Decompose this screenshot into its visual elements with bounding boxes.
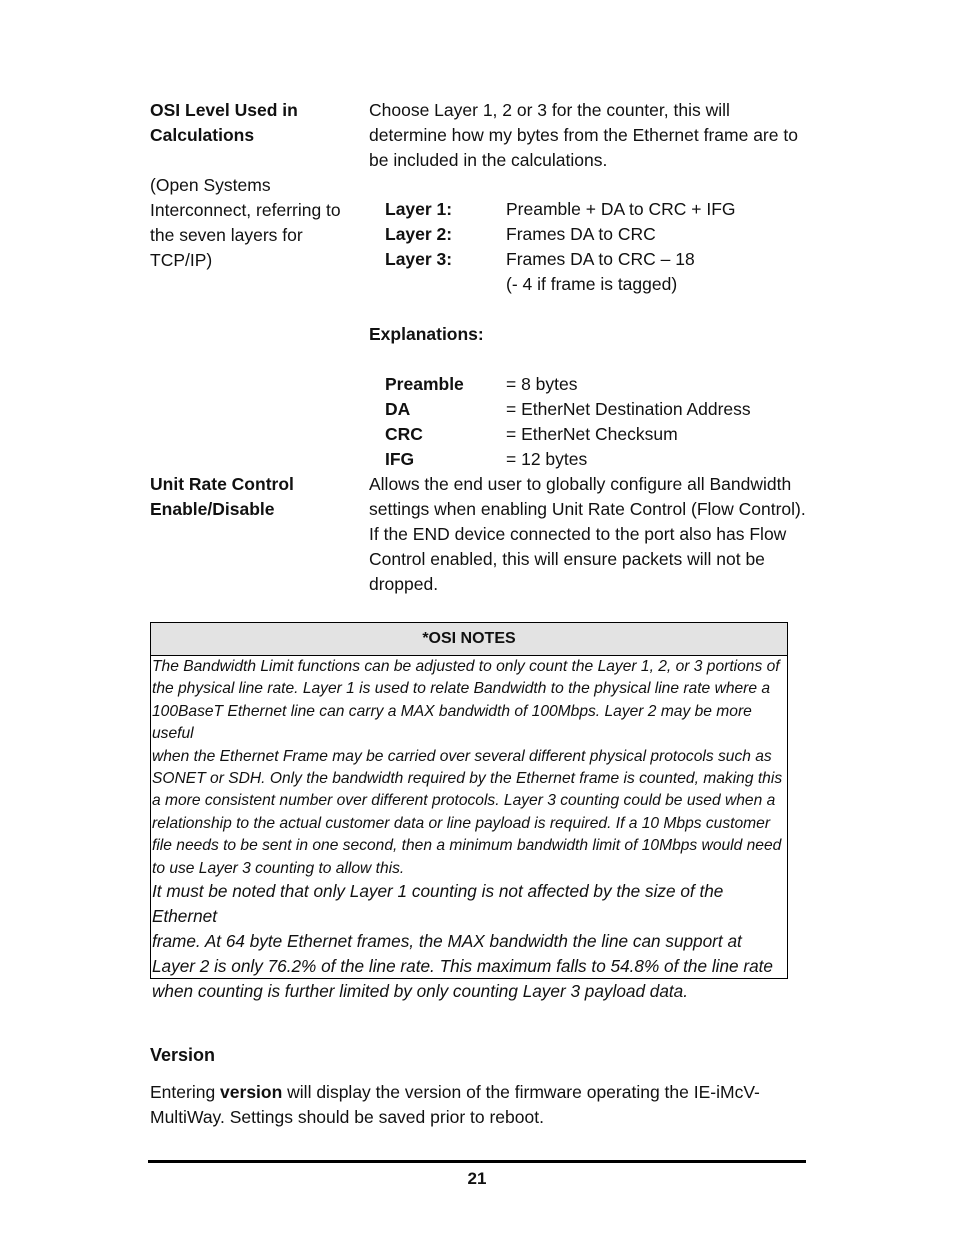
note-line: to use Layer 3 counting to allow this. — [152, 859, 405, 877]
unit-rate-desc-line: Control enabled, this will ensure packets will not be — [369, 549, 765, 569]
osi-notes-paragraph-2 — [152, 879, 786, 1004]
layer3-term: Layer 3: — [385, 249, 453, 269]
unit-rate-description — [369, 472, 809, 597]
osi-level-sublabel — [150, 173, 355, 273]
page-number: 21 — [467, 1169, 487, 1188]
footer-rule — [148, 1160, 806, 1163]
note-line: 100BaseT Ethernet line can carry a MAX bandwidth of 100Mbps. Layer 2 may be more useful — [152, 702, 752, 743]
version-text-before: Entering — [150, 1082, 221, 1102]
layer1-term: Layer 1: — [385, 199, 453, 219]
explanation-ifg-def: = 12 bytes — [506, 449, 588, 469]
layer2-def: Frames DA to CRC — [506, 224, 656, 244]
osi-sublabel-line: TCP/IP) — [150, 250, 213, 270]
osi-level-label-line2: Calculations — [150, 125, 255, 145]
explanation-preamble-term: Preamble — [385, 374, 464, 394]
layer3-def: Frames DA to CRC – 18 — [506, 249, 695, 269]
explanation-crc-term: CRC — [385, 424, 423, 444]
unit-rate-label-line2: Enable/Disable — [150, 499, 275, 519]
unit-rate-desc-line: Allows the end user to globally configure all Bandwidth — [369, 474, 792, 494]
explanations-title: Explanations: — [369, 324, 484, 344]
note-line: frame. At 64 byte Ethernet frames, the MAX bandwidth the line can support at — [152, 931, 742, 951]
note-line: the physical line rate. Layer 1 is used to relate Bandwidth to the physical line rate where a — [152, 680, 771, 698]
osi-notes-box — [150, 622, 788, 1001]
explanation-da-def: = EtherNet Destination Address — [506, 399, 751, 419]
osi-sublabel-line: (Open Systems — [150, 175, 271, 195]
explanation-crc-def: = EtherNet Checksum — [506, 424, 678, 444]
osi-sublabel-line: Interconnect, referring to — [150, 200, 341, 220]
note-line: It must be noted that only Layer 1 counting is not affected by the size of the Ethernet — [152, 881, 724, 926]
note-line: when counting is further limited by only counting Layer 3 payload data. — [152, 981, 689, 1001]
explanation-ifg-term: IFG — [385, 449, 415, 469]
unit-rate-desc-line: settings when enabling Unit Rate Control (Flow Control). — [369, 499, 806, 519]
note-line: SONET or SDH. Only the bandwidth required by the Ethernet frame is counted, making this — [152, 770, 783, 788]
unit-rate-desc-line: If the END device connected to the port also has Flow — [369, 524, 787, 544]
version-keyword: version — [220, 1082, 283, 1102]
layer3-note: (- 4 if frame is tagged) — [506, 274, 678, 294]
layer2-term: Layer 2: — [385, 224, 453, 244]
osi-level-label — [150, 98, 355, 148]
version-text-after: will display the version of the firmware operating the IE-iMcV- — [282, 1082, 760, 1102]
note-line: when the Ethernet Frame may be carried over several different physical protocols such as — [152, 747, 772, 765]
unit-rate-desc-line: dropped. — [369, 574, 439, 594]
version-line-1 — [150, 1080, 790, 1105]
version-paragraph — [150, 1080, 790, 1130]
layer1-def: Preamble + DA to CRC + IFG — [506, 199, 736, 219]
note-line: relationship to the actual customer data or line payload is required. If a 10 Mbps customer — [152, 814, 771, 832]
osi-notes-paragraph-1 — [152, 656, 786, 880]
explanation-preamble-def: = 8 bytes — [506, 374, 578, 394]
unit-rate-label — [150, 472, 355, 522]
osi-desc-line: be included in the calculations. — [369, 150, 608, 170]
osi-level-description — [369, 98, 809, 173]
osi-desc-line: determine how my bytes from the Ethernet frame are to — [369, 125, 798, 145]
note-line: The Bandwidth Limit functions can be adjusted to only count the Layer 1, 2, or 3 portions of — [152, 658, 780, 675]
version-heading: Version — [150, 1045, 216, 1065]
osi-notes-title: *OSI NOTES — [151, 623, 787, 656]
unit-rate-label-line1: Unit Rate Control — [150, 474, 294, 494]
note-line: Layer 2 is only 76.2% of the line rate. This maximum falls to 54.8% of the line rate — [152, 956, 773, 976]
osi-level-label-line1: OSI Level Used in — [150, 100, 298, 120]
explanation-da-term: DA — [385, 399, 411, 419]
osi-sublabel-line: the seven layers for — [150, 225, 303, 245]
note-line: a more consistent number over different protocols. Layer 3 counting could be used when a — [152, 792, 776, 810]
osi-desc-line: Choose Layer 1, 2 or 3 for the counter, this will — [369, 100, 730, 120]
version-line-2: MultiWay. Settings should be saved prior to reboot. — [150, 1107, 544, 1127]
note-line: file needs to be sent in one second, then a minimum bandwidth limit of 10Mbps would need — [152, 837, 782, 855]
